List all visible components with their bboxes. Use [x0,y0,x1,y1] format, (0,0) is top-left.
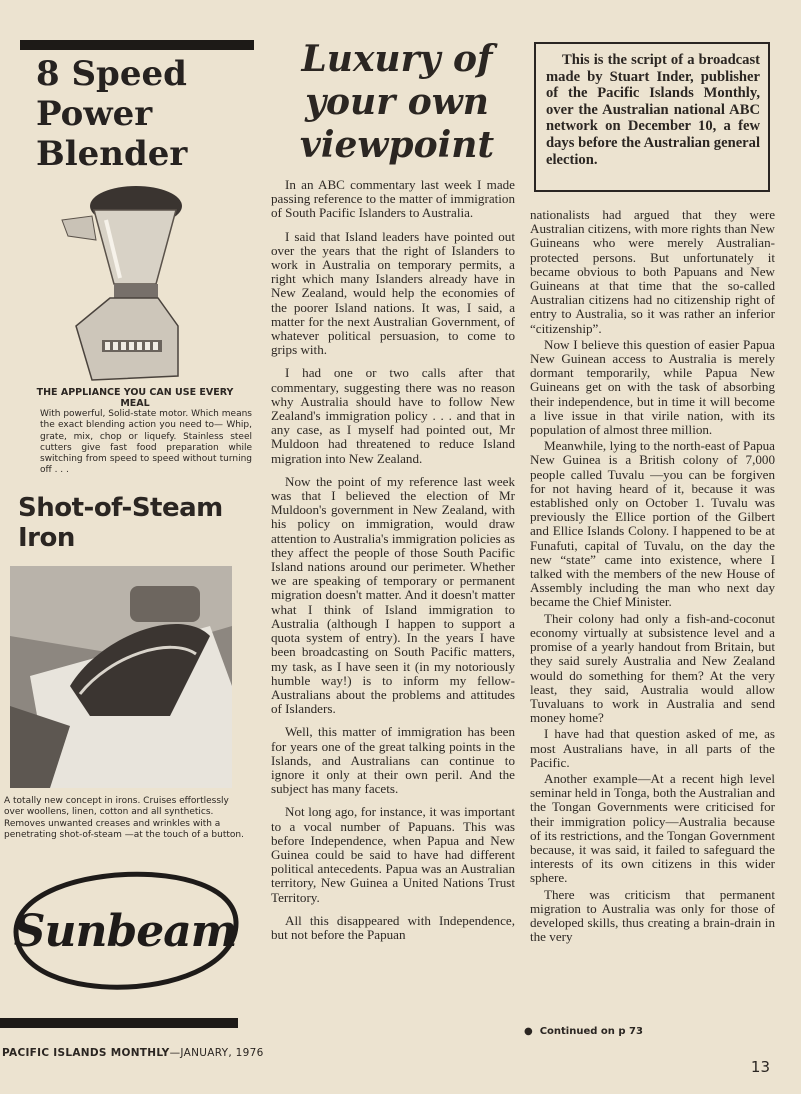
paragraph: There was criticism that permanent migration to Australia was only for those of developed skills, thus creating a brain-drain in the very [530,886,775,945]
paragraph: Not long ago, for instance, it was important to a vocal number of Papuans. This was before Independence, when Papua and New Guinea could be said to have had different political antecedents. Papua was an Australian territory, New Guinea a United Nations Trust Territory. [271,804,515,905]
blender-illustration [58,180,198,386]
paragraph: Now I believe this question of easier Papua New Guinean access to Australia is merely dormant temporarily, while Papua New Guineans get on with the task of absorbing their independence, but in time it will become a live issue in that virile nation, with its population of almost three million. [530,336,775,438]
article-column-1 [271,178,515,951]
issue-date: —JANUARY, 1976 [169,1047,264,1059]
blender-ad-title: 8 Speed Power Blender [36,54,188,174]
sunbeam-logo [6,852,244,1012]
page-footer [2,1047,302,1059]
paragraph: Their colony had only a fish-and-coconut economy virtually at subsistence level and a promise of a yearly handout from Britain, but they said surely Australia and New Zealand would do something for them? At the very least, they said, Australia would allow Tuvaluans to work in Australia and send money home? [530,610,775,726]
paragraph: In an ABC commentary last week I made passing reference to the matter of immigration of South Pacific Islanders to Australia. [271,177,515,221]
article-column-2 [530,208,775,946]
paragraph: I said that Island leaders have pointed out over the years that the right of Islanders to work in Australia on temporary permits, a right which many Islanders already have in New Zealand, would help the economies of the poorer Island nations. It was, I said, a matter for the next Australian Government, of whatever political persuasion, to come to grips with. [271,228,515,358]
top-rule [20,40,254,50]
iron-ad-title: Shot-of-Steam Iron [18,493,223,553]
intro-box-text: This is the script of a broadcast made by Stuart Inder, publisher of the Pacific Islands Monthly, over the Australian national ABC network on December 10, a few days before the Australian general election. [546,52,760,168]
brand-name: Sunbeam [13,906,237,957]
paragraph: Now the point of my reference last week was that I believed the election of Mr Muldoon's government in New Zealand, with his policy on immigration, would draw attention to Australia's immigration policies as they affect the people of those South Pacific Island nations around our perimeter. Whether we are speaking of temporary or permanent migration doesn't matter. And it doesn't matter what I think of Island immigration to Australia (although I happen to support a quota system of entry). In the years I have been broadcasting on South Pacific matters, my task, as I have seen it (in my notoriously humble way!) is to inform my fellow-Australians about the problems and attitudes of Islanders. [271,473,515,717]
continued-text: Continued on p 73 [539,1026,643,1037]
bullet-icon: ● [524,1026,540,1037]
paragraph: nationalists had argued that they were Australian citizens, with more rights than New Guineans who were merely Australian-protected persons. But unfortunately it became obvious to both Papuans and New Guineans at that time that the so-called Australian citizens had no citizenship right of entry to Australia, so it was rather an inferior “citizenship”. [530,207,775,336]
blender-ad-headline: THE APPLIANCE YOU CAN USE EVERY MEAL [36,387,234,409]
paragraph: Another example—At a recent high level seminar held in Tonga, both the Australian and the Tongan Governments were criticised for their immigration policy—Australia because of its restrictions, and the Tongan Government because, it was said, it failed to safeguard the interests of its own citizens in this wider sphere. [530,770,775,886]
page-number: 13 [750,1058,770,1076]
iron-ad-body: A totally new concept in irons. Cruises effortlessly over woollens, linen, cotton and all synthetics. Removes unwanted creases and wrinkles with a penetrating shot-of-steam —at the touch of a button. [4,796,244,841]
blender-ad-body: With powerful, Solid-state motor. Which means the exact blending action you need to— Whip, grate, mix, chop or liquefy. Stainless steel cutters give fast food preparation while switching from speed to speed without turning off . . . [40,409,252,476]
bottom-rule [0,1018,238,1028]
paragraph: Meanwhile, lying to the north-east of Papua New Guinea is a British colony of 7,000 people called Tuvalu —you can be forgiven for not having heard of it, because it was established only on October 1. Tuvalu was previously the Ellice portion of the Gilbert and Ellice Islands Colony. I happened to be at Funafuti, capital of Tuvalu, on the day the new “state” came into existence, where I talked with the members of the new House of Assembly including the man who next day became the Chief Minister. [530,438,775,610]
paragraph: I had one or two calls after that commentary, suggesting there was no reason why Australia should have to follow New Zealand's immigration policy . . . and that in any case, as I myself had pointed out, Mr Muldoon had threatened to reduce Island migration into New Zealand. [271,365,515,466]
article-title: Luxury of your own viewpoint [299,38,495,166]
paragraph: Well, this matter of immigration has been for years one of the great talking points in the Islands, and Australians can continue to ignore it only at their own peril. And the subject has many facets. [271,724,515,797]
paragraph: All this disappeared with Independence, but not before the Papuan [271,912,515,942]
continued-note [524,1026,774,1037]
iron-photo [10,566,232,788]
intro-box [534,42,770,192]
paragraph: I have had that question asked of me, as most Australians have, in all parts of the Pacific. [530,726,775,770]
publication-name: PACIFIC ISLANDS MONTHLY [2,1047,170,1059]
